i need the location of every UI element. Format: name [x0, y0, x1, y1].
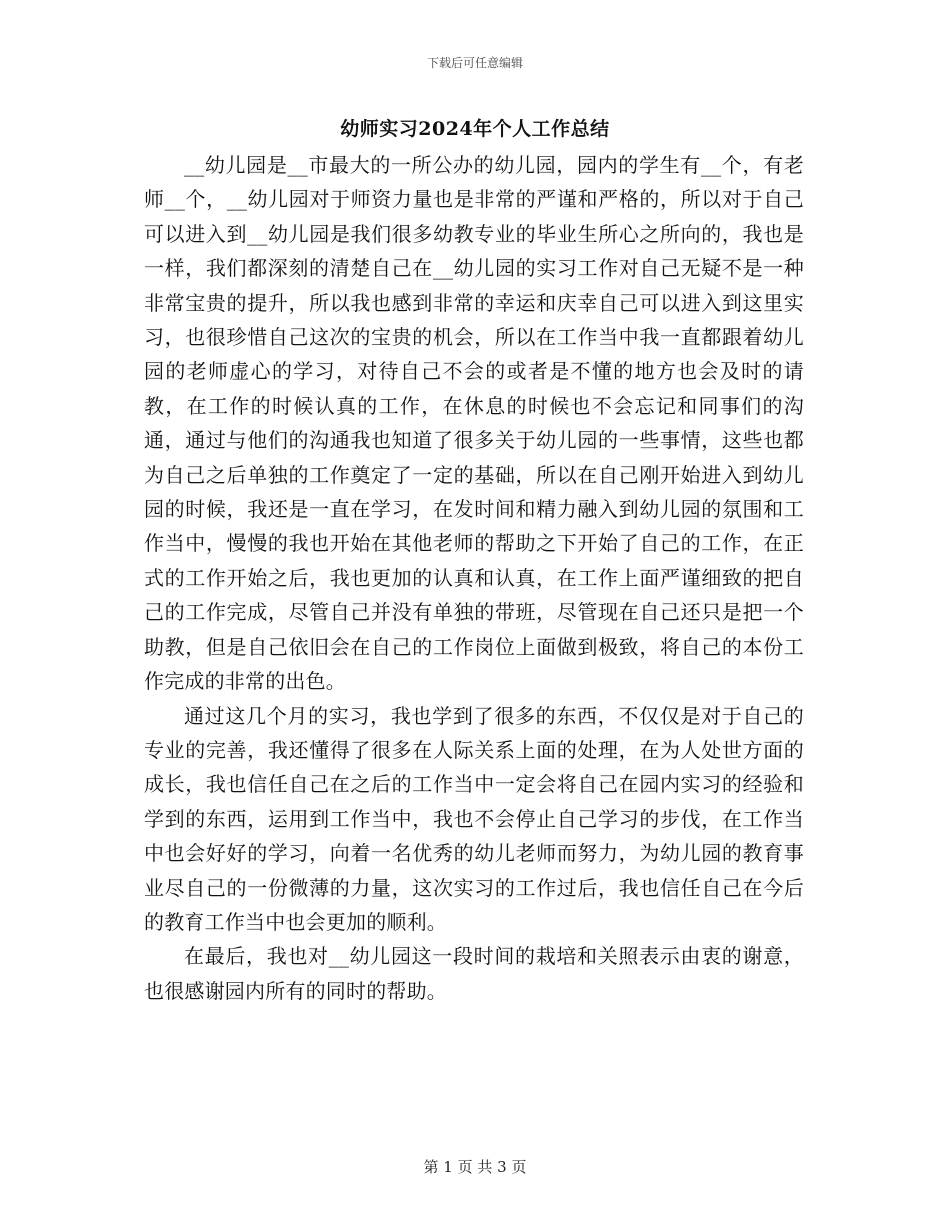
page-header-note: 下载后可任意编辑 — [426, 56, 523, 70]
document-body — [144, 148, 804, 1008]
page-number-footer: 第 1 页 共 3 页 — [423, 1158, 527, 1176]
paragraph-1: __幼儿园是__市最大的一所公办的幼儿园，园内的学生有__个，有老师__个，__幼儿园对于师资力量也是非常的严谨和严格的，所以对于自己可以进入到__幼儿园是我们很多幼教专业的毕业生所心之所向的，我也是一样，我们都深刻的清楚自己在__幼儿园的实习工作对自己无疑不是一种非常宝贵的提升，所以我也感到非常的幸运和庆幸自己可以进入到这里实习，也很珍惜自己这次的宝贵的机会，所以在工作当中我一直都跟着幼儿园的老师虚心的学习，对待自己不会的或者是不懂的地方也会及时的请教，在工作的时候认真的工作，在休息的时候也不会忘记和同事们的沟通，通过与他们的沟通我也知道了很多关于幼儿园的一些事情，这些也都为自己之后单独的工作奠定了一定的基础，所以在自己刚开始进入到幼儿园的时候，我还是一直在学习，在发时间和精力融入到幼儿园的氛围和工作当中，慢慢的我也开始在其他老师的帮助之下开始了自己的工作，在正式的工作开始之后，我也更加的认真和认真，在工作上面严谨细致的把自己的工作完成，尽管自己并没有单独的带班，尽管现在自己还只是把一个助教，但是自己依旧会在自己的工作岗位上面做到极致，将自己的本份工作完成的非常的出色。 — [144, 153, 804, 694]
paragraph-2: 通过这几个月的实习，我也学到了很多的东西，不仅仅是对于自己的专业的完善，我还懂得了很多在人际关系上面的处理，在为人处世方面的成长，我也信任自己在之后的工作当中一定会将自己在园内实习的经验和学到的东西，运用到工作当中，我也不会停止自己学习的步伐，在工作当中也会好好的学习，向着一名优秀的幼儿老师而努力，为幼儿园的教育事业尽自己的一份微薄的力量，这次实习的工作过后，我也信任自己在今后的教育工作当中也会更加的顺利。 — [144, 703, 804, 934]
paragraph-3: 在最后，我也对__幼儿园这一段时间的栽培和关照表示由衷的谢意，也很感谢园内所有的同时的帮助。 — [144, 944, 804, 1003]
document-title: 幼师实习2024年个人工作总结 — [340, 118, 610, 140]
